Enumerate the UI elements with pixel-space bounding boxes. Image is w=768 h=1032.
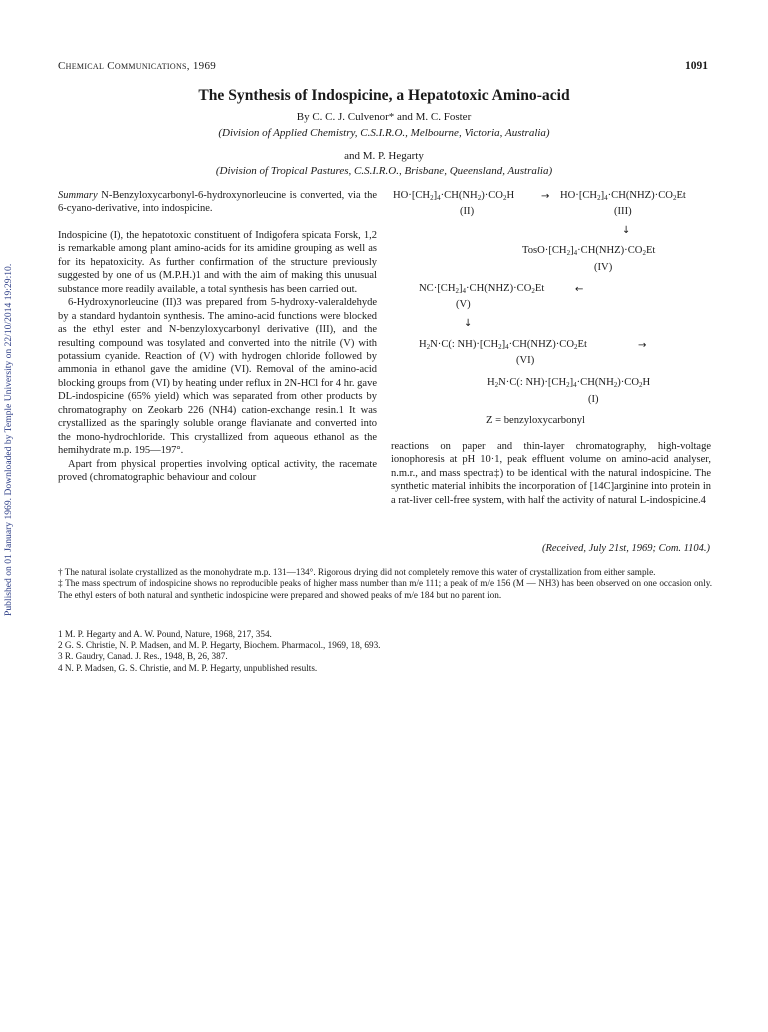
journal-header: Chemical Communications, 1969 (58, 60, 217, 72)
download-sidebar-note: Published on 01 January 1969. Downloaded by Temple University on 22/10/2014 19:29:10. (3, 263, 14, 616)
paragraph-intro: Indospicine (I), the hepatotoxic constituent of Indigofera spicata Forsk, 1,2 is remarkable among plant amino-acids for its amidine grouping as well as for its hepatoxicity. As further confirmation of the structure previously suggested by one of us (M.P.H.)1 and with the aim of making this unusual substance more readily available, a total synthesis has been carried out. (58, 229, 377, 295)
paragraph-racemate: Apart from physical properties involving optical activity, the racemate proved (chromatographic behaviour and colour (58, 458, 377, 484)
page-number: 1091 (685, 60, 708, 72)
scheme-compound-I: $H_2N\cdot C$(: $NH)\cdot[CH_2]_4\cdot CH(NH_2)\cdot CO_2H$ (487, 377, 651, 389)
footnote-double-dagger: ‡ The mass spectrum of indospicine shows no reproducible peaks of higher mass number than m/e 111; a peak of m/e 156 (M — NH3) has been observed on one occasion only. The ethyl esters of both natural and synthetic indospicine were prepared and showed peaks of m/e 184 but no parent ion. (58, 578, 712, 600)
references (58, 629, 380, 674)
arrow-right-icon: → (541, 191, 550, 202)
scheme-compound-II: $HO\cdot[CH_2]_4\cdot CH(NH_2)\cdot CO_2H$ (393, 190, 515, 202)
summary-text: N-Benzyloxycarbonyl-6-hydroxynorleucine is converted, via the 6-cyano-derivative, into indospicine. (58, 190, 377, 215)
scheme-footnote-z: Z = benzyloxycarbonyl (486, 415, 585, 426)
arrow-left-icon: ← (575, 284, 584, 295)
scheme-compound-III: $HO\cdot[CH_2]_4\cdot CH(NHZ)\cdot CO_2Et$ (560, 190, 686, 202)
article-title: The Synthesis of Indospicine, a Hepatotoxic Amino-acid (198, 87, 570, 104)
scheme-label-II: (II) (460, 206, 475, 217)
authors-line-1: By C. C. J. Culvenor* and M. C. Foster (296, 111, 472, 123)
footnotes (58, 567, 712, 601)
scheme-label-IV: (IV) (594, 262, 613, 273)
reference-item: 1 M. P. Hegarty and A. W. Pound, Nature, 1968, 217, 354. (58, 629, 272, 639)
scheme-compound-VI: $H_2N\cdot C$(: $NH)\cdot[CH_2]_4\cdot CH(NHZ)\cdot CO_2Et$ (419, 339, 587, 351)
affiliation-1: (Division of Applied Chemistry, C.S.I.R.O., Melbourne, Victoria, Australia) (218, 127, 550, 139)
arrow-down-icon: ↓ (622, 225, 631, 236)
scheme-compound-V: $NC\cdot[CH_2]_4\cdot CH(NHZ)\cdot CO_2Et$ (419, 283, 545, 295)
affiliation-2: (Division of Tropical Pastures, C.S.I.R.O., Brisbane, Queensland, Australia) (215, 165, 553, 177)
reference-item: 4 N. P. Madsen, G. S. Christie, and M. P. Hegarty, unpublished results. (58, 662, 318, 673)
scheme-compound-IV: $TosO\cdot[CH_2]_4\cdot CH(NHZ)\cdot CO_2Et$ (522, 245, 656, 257)
scheme-label-V: (V) (456, 299, 471, 310)
reference-item: 2 G. S. Christie, N. P. Madsen, and M. P. Hegarty, Biochem. Pharmacol., 1969, 18, 693. (58, 640, 381, 651)
summary (58, 189, 377, 216)
scheme-label-VI: (VI) (516, 355, 535, 366)
left-column (58, 189, 377, 485)
summary-label: Summary (58, 190, 98, 201)
scheme-label-III: (III) (614, 206, 632, 217)
paragraph-synthesis: 6-Hydroxynorleucine (II)3 was prepared from 5-hydroxy-valeraldehyde by a standard hydantoin synthesis. The amino-acid functions were blocked as the ethyl ester and N-benzyloxycarbonyl derivative (III), and the resulting compound was tosylated and converted into the nitrile (V) with potassium cyanide. Reaction of (V) with hydrogen chloride followed by ammonia in ethanol gave the amidine (VI). Removal of the amino-acid blocking groups from (VI) by heating under reflux in 2N-HCl for 4 hr. gave DL-indospicine (65% yield) which was separated from other products by chromatography on Zeokarb 226 (NH4) cation-exchange resin.1 It was crystallized as the sparingly soluble orange flavianate and converted into the mono-hydrochloride. This crystallized from aqueous ethanol as the hemihydrate m.p. 195—197°. (58, 297, 377, 457)
received-date: (Received, July 21st, 1969; Com. 1104.) (541, 543, 710, 554)
paragraph-results: reactions on paper and thin-layer chromatography, high-voltage ionophoresis at pH 10·1, peak effluent volume on amino-acid analyser, n.m.r., and mass spectra‡) to be identical with the natural indospicine. The synthetic material inhibits the incorporation of [14C]arginine into protein in a rat-liver cell-free system, with half the activity of natural L-indospicine.4 (391, 441, 711, 506)
arrow-right-icon: → (638, 340, 647, 351)
authors-line-2: and M. P. Hegarty (344, 150, 424, 162)
footnote-dagger: † The natural isolate crystallized as the monohydrate m.p. 131—134°. Rigorous drying did not completely remove this water of crystallization from either sample. (58, 567, 656, 577)
scheme-label-I: (I) (588, 394, 599, 405)
reference-item: 3 R. Gaudry, Canad. J. Res., 1948, B, 26, 387. (58, 651, 228, 662)
arrow-down-icon: ↓ (464, 318, 473, 329)
